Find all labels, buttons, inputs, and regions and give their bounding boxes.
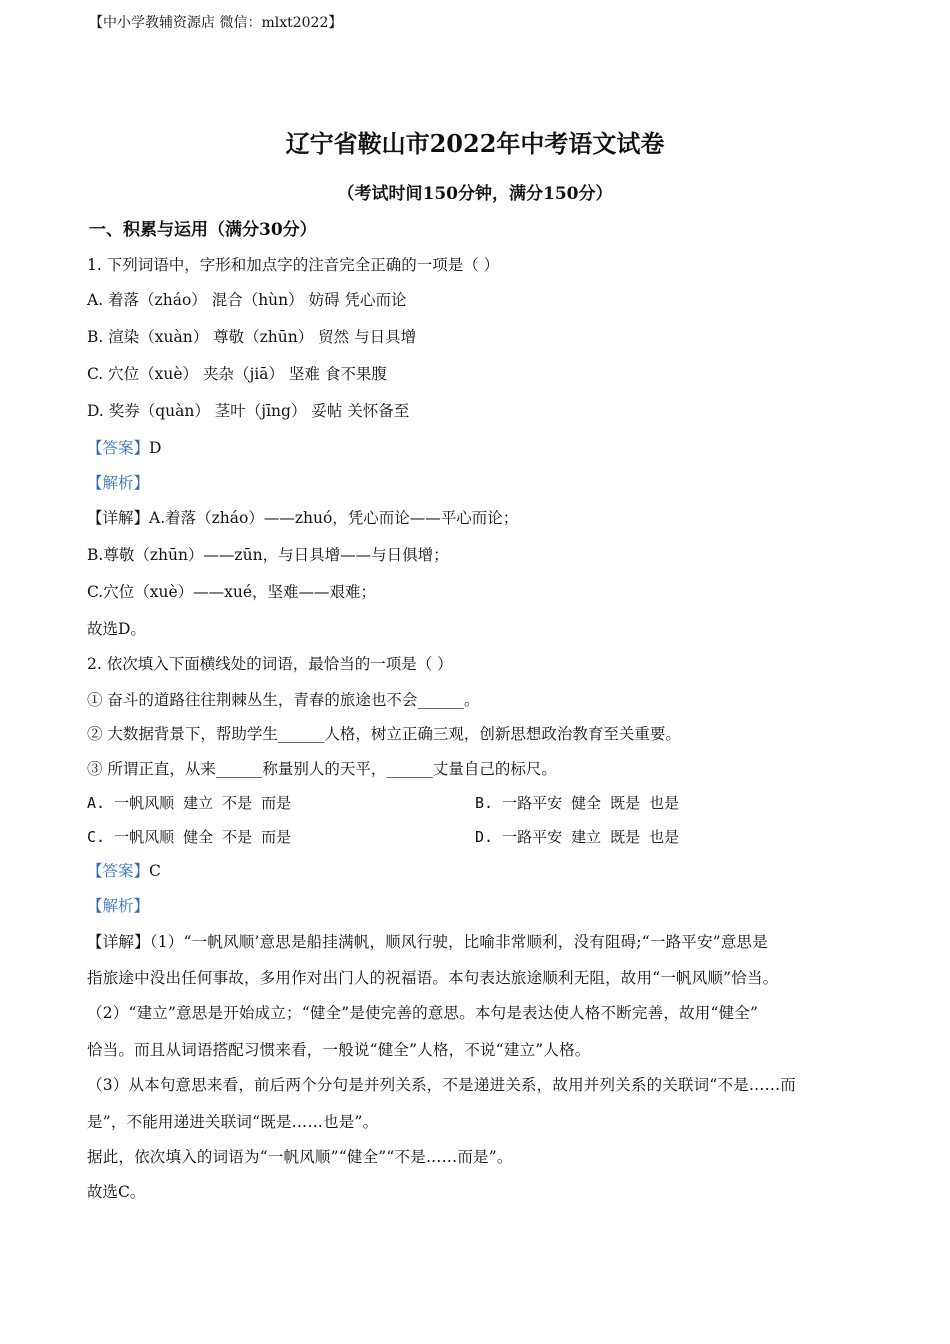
question-1-option-b: B. 渲染（xuàn） 尊敬（zhūn） 贸然 与日具增 bbox=[87, 328, 417, 346]
question-1-detail-line: B.尊敬（zhūn）——zūn，与日具增——与日俱增； bbox=[87, 546, 449, 564]
question-1-stem: 1. 下列词语中，字形和加点字的注音完全正确的一项是（ ） bbox=[87, 256, 500, 274]
question-1-conclusion: 故选D。 bbox=[87, 620, 146, 638]
question-2-sentence-1: ① 奋斗的道路往往荆棘丛生，青春的旅途也不会______。 bbox=[87, 691, 480, 709]
question-1-detail-line: 【详解】A.着落（zháo）——zhuó，凭心而论——平心而论； bbox=[87, 509, 519, 527]
question-2-detail-line: （2）“建立”意思是开始成立；“健全”是使完善的意思。本句是表达使人格不断完善，故用“健全” bbox=[87, 1004, 759, 1022]
question-2-sentence-3: ③ 所谓正直，从来______称量别人的天平，______丈量自己的标尺。 bbox=[87, 760, 557, 778]
question-1-answer bbox=[87, 436, 161, 458]
question-2-option-b: B. 一路平安 健全 既是 也是 bbox=[475, 794, 680, 812]
question-1-option-d: D. 奖券（quàn） 茎叶（jīng） 妥帖 关怀备至 bbox=[87, 402, 410, 420]
question-2-answer bbox=[87, 859, 161, 881]
question-2-option-a: A. 一帆风顺 建立 不是 而是 bbox=[87, 794, 292, 812]
question-2-detail-line: 指旅途中没出任何事故，多用作对出门人的祝福语。本句表达旅途顺利无阻，故用“一帆风顺”恰当。 bbox=[87, 969, 779, 987]
question-2-analysis-tag: 【解析】 bbox=[87, 897, 150, 915]
question-1-analysis-tag: 【解析】 bbox=[87, 474, 150, 492]
question-2-detail-line: 恰当。而且从词语搭配习惯来看，一般说“健全”人格，不说“建立”人格。 bbox=[87, 1041, 591, 1059]
question-2-conclusion: 故选C。 bbox=[87, 1183, 146, 1201]
question-2-detail-line: （3）从本句意思来看，前后两个分句是并列关系，不是递进关系，故用并列关系的关联词“不是……而 bbox=[87, 1076, 796, 1094]
question-2-detail-line: 是”，不能用递进关联词“既是……也是”。 bbox=[87, 1113, 379, 1131]
page-title: 辽宁省鞍山市2022年中考语文试卷 bbox=[285, 129, 665, 158]
answer-tag: 【答案】 bbox=[87, 862, 150, 880]
exam-subtitle: （考试时间150分钟，满分150分） bbox=[337, 184, 613, 204]
answer-value: D bbox=[149, 439, 162, 457]
question-1-detail-line: C.穴位（xuè）——xué，坚难——艰难； bbox=[87, 583, 377, 601]
question-2-option-d: D. 一路平安 建立 既是 也是 bbox=[475, 828, 680, 846]
question-2-detail-line: 【详解】（1）“一帆风顺’意思是船挂满帆，顺风行驶，比喻非常顺利，没有阻碍;“一路平安”意思是 bbox=[87, 933, 768, 951]
question-1-option-a: A. 着落（zháo） 混合（hùn） 妨碍 凭心而论 bbox=[87, 291, 407, 309]
question-2-sentence-2: ② 大数据背景下，帮助学生______人格，树立正确三观，创新思想政治教育至关重要。 bbox=[87, 725, 681, 743]
question-2-option-c: C. 一帆风顺 健全 不是 而是 bbox=[87, 828, 292, 846]
section-heading: 一、积累与运用（满分30分） bbox=[89, 220, 317, 240]
question-2-detail-line: 据此，依次填入的词语为“一帆风顺”“健全”“不是……而是”。 bbox=[87, 1148, 513, 1166]
answer-value: C bbox=[149, 862, 161, 880]
header-note: 【中小学教辅资源店 微信：mlxt2022】 bbox=[89, 15, 343, 31]
answer-tag: 【答案】 bbox=[87, 439, 150, 457]
question-2-stem: 2. 依次填入下面横线处的词语，最恰当的一项是（ ） bbox=[87, 655, 453, 673]
question-1-option-c: C. 穴位（xuè） 夹杂（jiā） 坚难 食不果腹 bbox=[87, 365, 387, 383]
